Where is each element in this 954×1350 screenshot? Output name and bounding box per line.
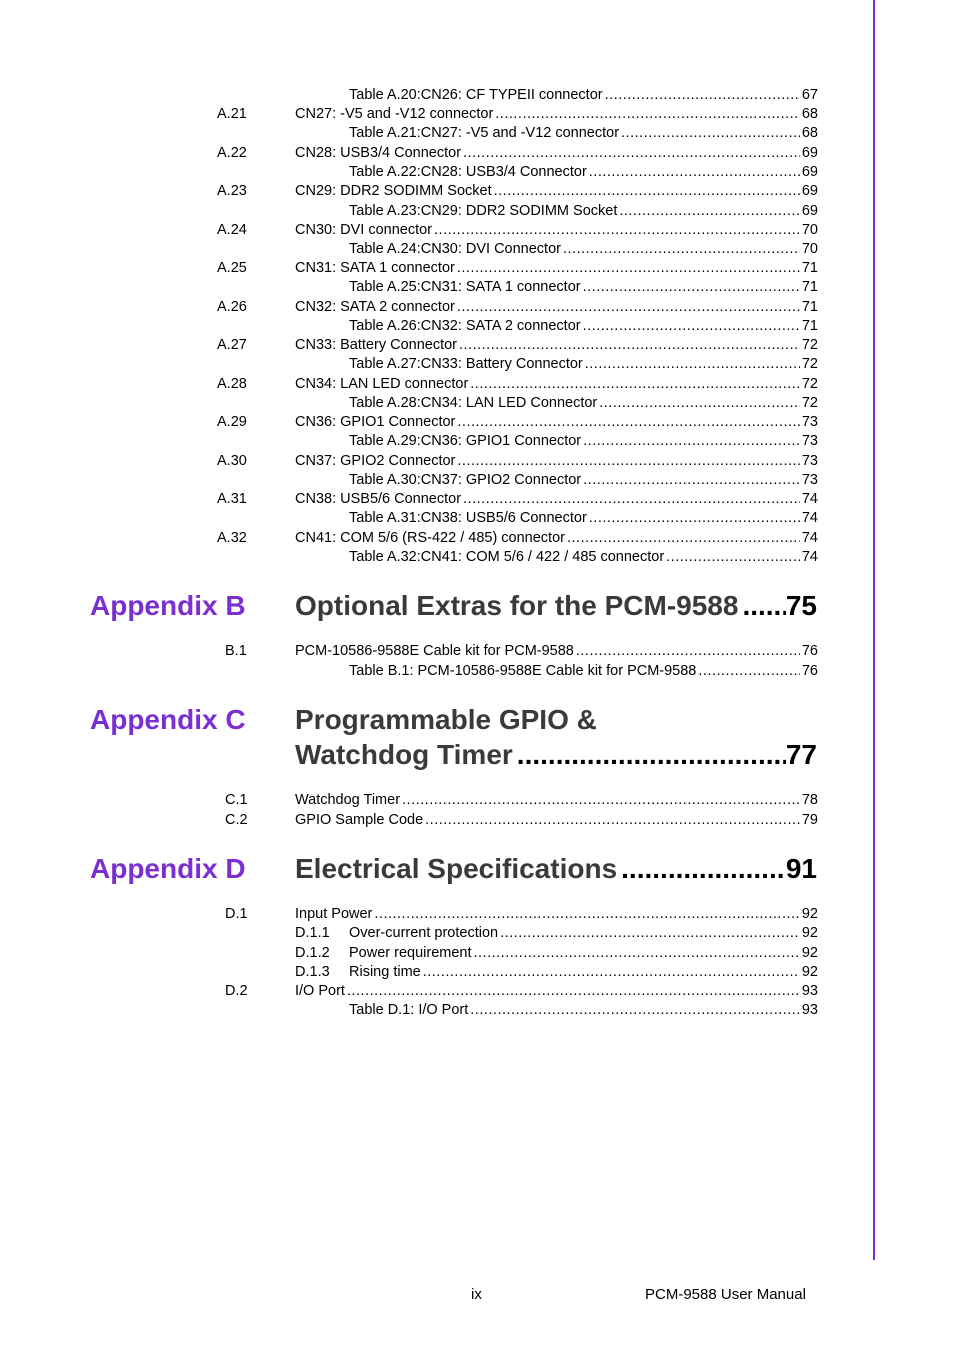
appendix-d-title[interactable] (295, 853, 817, 889)
toc-entry-title: Table A.20:CN26: CF TYPEII connector (349, 87, 603, 103)
leader-dots (583, 432, 800, 451)
leader-dots (500, 924, 800, 943)
toc-entry-number: A.24 (217, 222, 247, 238)
leader-dots (423, 963, 800, 982)
toc-section-entry[interactable] (0, 811, 818, 830)
leader-dots (457, 452, 799, 471)
leader-dots (619, 202, 800, 221)
appendix-b-title[interactable] (295, 590, 817, 626)
toc-entry-number: A.31 (217, 491, 247, 507)
leader-dots (589, 509, 800, 528)
toc-entry-title: Power requirement (349, 945, 472, 961)
leader-dots (457, 413, 799, 432)
toc-entry-title: PCM-10586-9588E Cable kit for PCM-9588 (295, 643, 574, 659)
toc-section-entry[interactable] (0, 490, 818, 509)
appendix-c-page: 77 (785, 739, 817, 770)
toc-entry-title: Table A.29:CN36: GPIO1 Connector (349, 433, 582, 449)
toc-entry-page: 76 (801, 663, 818, 679)
toc-entry-page: 71 (801, 260, 818, 276)
appendix-d-title-text: Electrical Specifications (295, 853, 618, 884)
toc-entry-page: 93 (801, 1002, 818, 1018)
toc-entry-number: A.28 (217, 376, 247, 392)
toc-entry-page: 74 (801, 530, 818, 546)
leader-dots (494, 182, 800, 201)
toc-entry-title: Table A.25:CN31: SATA 1 connector (349, 279, 581, 295)
toc-section-entry[interactable] (0, 336, 818, 355)
leader-dots (474, 944, 800, 963)
toc-entry-title: Over-current protection (349, 925, 499, 941)
leader-dots (457, 298, 800, 317)
leader-dots (599, 394, 800, 413)
toc-table-entry[interactable] (0, 202, 818, 221)
toc-entry-page: 73 (801, 472, 818, 488)
appendix-c-title-line1: Programmable GPIO & (295, 704, 597, 735)
toc-section-entry[interactable] (0, 924, 818, 943)
toc-table-entry[interactable] (0, 317, 818, 336)
leader-dots (583, 317, 800, 336)
leader-dots (495, 105, 800, 124)
toc-entry-title: CN38: USB5/6 Connector (295, 491, 462, 507)
leader-dots (374, 905, 799, 924)
toc-entry-page: 70 (801, 222, 818, 238)
toc-entry-title: CN36: GPIO1 Connector (295, 414, 456, 430)
appendix-d-label[interactable]: Appendix D (90, 853, 246, 884)
toc-entry-page: 73 (801, 433, 818, 449)
leader-dots (583, 278, 800, 297)
toc-entry-page: 78 (801, 792, 818, 808)
toc-entry-title: Table A.32:CN41: COM 5/6 / 422 / 485 connector (349, 549, 665, 565)
leader-dots (621, 853, 786, 885)
leader-dots (583, 471, 800, 490)
toc-section-entry[interactable] (0, 982, 818, 1001)
toc-entry-title: Table A.27:CN33: Battery Connector (349, 356, 583, 372)
toc-entry-title: Input Power (295, 906, 373, 922)
toc-entry-title: CN34: LAN LED connector (295, 376, 469, 392)
toc-entry-page: 72 (801, 395, 818, 411)
leader-dots (463, 490, 800, 509)
leader-dots (742, 590, 785, 622)
toc-entry-title: Table B.1: PCM-10586-9588E Cable kit for PCM-9588 (349, 663, 697, 679)
toc-entry-title: Table A.26:CN32: SATA 2 connector (349, 318, 581, 334)
toc-entry-page: 71 (801, 318, 818, 334)
leader-dots (463, 144, 800, 163)
toc-entry-number: A.30 (217, 453, 247, 469)
toc-section-entry[interactable] (0, 963, 818, 982)
toc-entry-title: CN33: Battery Connector (295, 337, 457, 353)
appendix-b-page: 75 (785, 590, 817, 621)
toc-entry-page: 69 (801, 145, 818, 161)
toc-entry-title: Table A.24:CN30: DVI Connector (349, 241, 561, 257)
toc-entry-title: CN27: -V5 and -V12 connector (295, 106, 494, 122)
toc-entry-page: 69 (801, 164, 818, 180)
toc-section-entry[interactable] (0, 944, 818, 963)
toc-entry-page: 74 (801, 549, 818, 565)
toc-entry-page: 69 (801, 203, 818, 219)
toc-entry-title: Table A.21:CN27: -V5 and -V12 connector (349, 125, 620, 141)
leader-dots (567, 529, 800, 548)
toc-entry-number: A.22 (217, 145, 247, 161)
appendix-c-title[interactable] (295, 704, 817, 776)
toc-entry-title: Table A.23:CN29: DDR2 SODIMM Socket (349, 203, 618, 219)
toc-entry-number: C.2 (225, 812, 248, 828)
toc-entry-page: 92 (801, 906, 818, 922)
footer-manual-title: PCM-9588 User Manual (645, 1286, 806, 1303)
toc-entry-page: 67 (801, 87, 818, 103)
toc-entry-number: A.26 (217, 299, 247, 315)
toc-entry-title: Table A.22:CN28: USB3/4 Connector (349, 164, 587, 180)
appendix-b-label[interactable]: Appendix B (90, 590, 246, 621)
toc-entry-page: 74 (801, 491, 818, 507)
toc-entry-number: D.1.3 (295, 964, 330, 980)
leader-dots (589, 163, 800, 182)
toc-entry-title: Table A.30:CN37: GPIO2 Connector (349, 472, 582, 488)
toc-entry-title: Table A.28:CN34: LAN LED Connector (349, 395, 598, 411)
toc-entry-page: 72 (801, 356, 818, 372)
leader-dots (425, 811, 800, 830)
leader-dots (459, 336, 800, 355)
toc-entry-title: CN32: SATA 2 connector (295, 299, 455, 315)
toc-section-entry[interactable] (0, 298, 818, 317)
toc-table-entry[interactable] (0, 509, 818, 528)
toc-entry-number: B.1 (225, 643, 247, 659)
toc-entry-page: 76 (801, 643, 818, 659)
toc-entry-number: A.27 (217, 337, 247, 353)
appendix-b-title-text: Optional Extras for the PCM-9588 (295, 590, 739, 621)
toc-entry-page: 79 (801, 812, 818, 828)
toc-table-entry[interactable] (0, 355, 818, 374)
toc-entry-number: C.1 (225, 792, 248, 808)
toc-table-entry[interactable] (0, 432, 818, 451)
toc-entry-page: 93 (801, 983, 818, 999)
toc-entry-title: Rising time (349, 964, 421, 980)
toc-section-entry[interactable] (0, 375, 818, 394)
toc-section-entry[interactable] (0, 182, 818, 201)
leader-dots (585, 355, 800, 374)
toc-entry-title: I/O Port (295, 983, 345, 999)
toc-entry-title: CN30: DVI connector (295, 222, 433, 238)
toc-section-entry[interactable] (0, 642, 818, 661)
appendix-c-title-line2: Watchdog Timer (295, 739, 513, 770)
toc-entry-number: A.21 (217, 106, 247, 122)
toc-entry-title: Table D.1: I/O Port (349, 1002, 469, 1018)
toc-entry-title: CN28: USB3/4 Connector (295, 145, 462, 161)
toc-section-entry[interactable] (0, 452, 818, 471)
leader-dots (563, 240, 800, 259)
leader-dots (470, 375, 800, 394)
toc-table-entry[interactable] (0, 548, 818, 567)
toc-entry-page: 71 (801, 279, 818, 295)
toc-section-entry[interactable] (0, 905, 818, 924)
toc-entry-page: 73 (801, 453, 818, 469)
toc-entry-title: Watchdog Timer (295, 792, 401, 808)
toc-entry-title: Table A.31:CN38: USB5/6 Connector (349, 510, 587, 526)
toc-table-entry[interactable] (0, 662, 818, 681)
toc-entry-number: A.29 (217, 414, 247, 430)
toc-section-entry[interactable] (0, 259, 818, 278)
toc-entry-page: 68 (801, 106, 818, 122)
toc-entry-number: A.25 (217, 260, 247, 276)
toc-entry-page: 74 (801, 510, 818, 526)
leader-dots (347, 982, 800, 1001)
toc-entry-page: 70 (801, 241, 818, 257)
toc-entry-number: D.1 (225, 906, 248, 922)
leader-dots (605, 86, 800, 105)
appendix-c-label[interactable]: Appendix C (90, 704, 246, 735)
toc-section-entry[interactable] (0, 221, 818, 240)
toc-entry-page: 72 (801, 376, 818, 392)
leader-dots (402, 791, 800, 810)
toc-entry-number: A.32 (217, 530, 247, 546)
leader-dots (434, 221, 800, 240)
toc-section-entry[interactable] (0, 144, 818, 163)
toc-entry-number: D.1.2 (295, 945, 330, 961)
toc-entry-page: 72 (801, 337, 818, 353)
toc-table-entry[interactable] (0, 86, 818, 105)
toc-entry-number: D.2 (225, 983, 248, 999)
toc-entry-title: GPIO Sample Code (295, 812, 424, 828)
toc-entry-number: A.23 (217, 183, 247, 199)
leader-dots (517, 739, 786, 771)
toc-entry-page: 68 (801, 125, 818, 141)
toc-section-entry[interactable] (0, 105, 818, 124)
toc-section-entry[interactable] (0, 529, 818, 548)
leader-dots (621, 124, 800, 143)
leader-dots (470, 1001, 800, 1020)
toc-entry-page: 92 (801, 964, 818, 980)
toc-section-entry[interactable] (0, 791, 818, 810)
toc-entry-title: CN41: COM 5/6 (RS-422 / 485) connector (295, 530, 565, 546)
appendix-d-page: 91 (785, 853, 817, 884)
toc-section-entry[interactable] (0, 413, 818, 432)
toc-entry-page: 92 (801, 925, 818, 941)
toc-entry-title: CN31: SATA 1 connector (295, 260, 455, 276)
toc-table-entry[interactable] (0, 240, 818, 259)
toc-table-entry[interactable] (0, 124, 818, 143)
toc-entry-title: CN37: GPIO2 Connector (295, 453, 456, 469)
footer-page-number: ix (471, 1286, 482, 1303)
toc-table-entry[interactable] (0, 278, 818, 297)
leader-dots (666, 548, 800, 567)
toc-table-entry[interactable] (0, 1001, 818, 1020)
toc-entry-number: D.1.1 (295, 925, 330, 941)
toc-entry-page: 92 (801, 945, 818, 961)
margin-rule (873, 0, 875, 1260)
toc-table-entry[interactable] (0, 163, 818, 182)
leader-dots (698, 662, 799, 681)
toc-entry-page: 73 (801, 414, 818, 430)
leader-dots (457, 259, 800, 278)
toc-entry-page: 71 (801, 299, 818, 315)
toc-entry-title: CN29: DDR2 SODIMM Socket (295, 183, 492, 199)
toc-table-entry[interactable] (0, 394, 818, 413)
toc-entry-page: 69 (801, 183, 818, 199)
leader-dots (576, 642, 800, 661)
toc-table-entry[interactable] (0, 471, 818, 490)
